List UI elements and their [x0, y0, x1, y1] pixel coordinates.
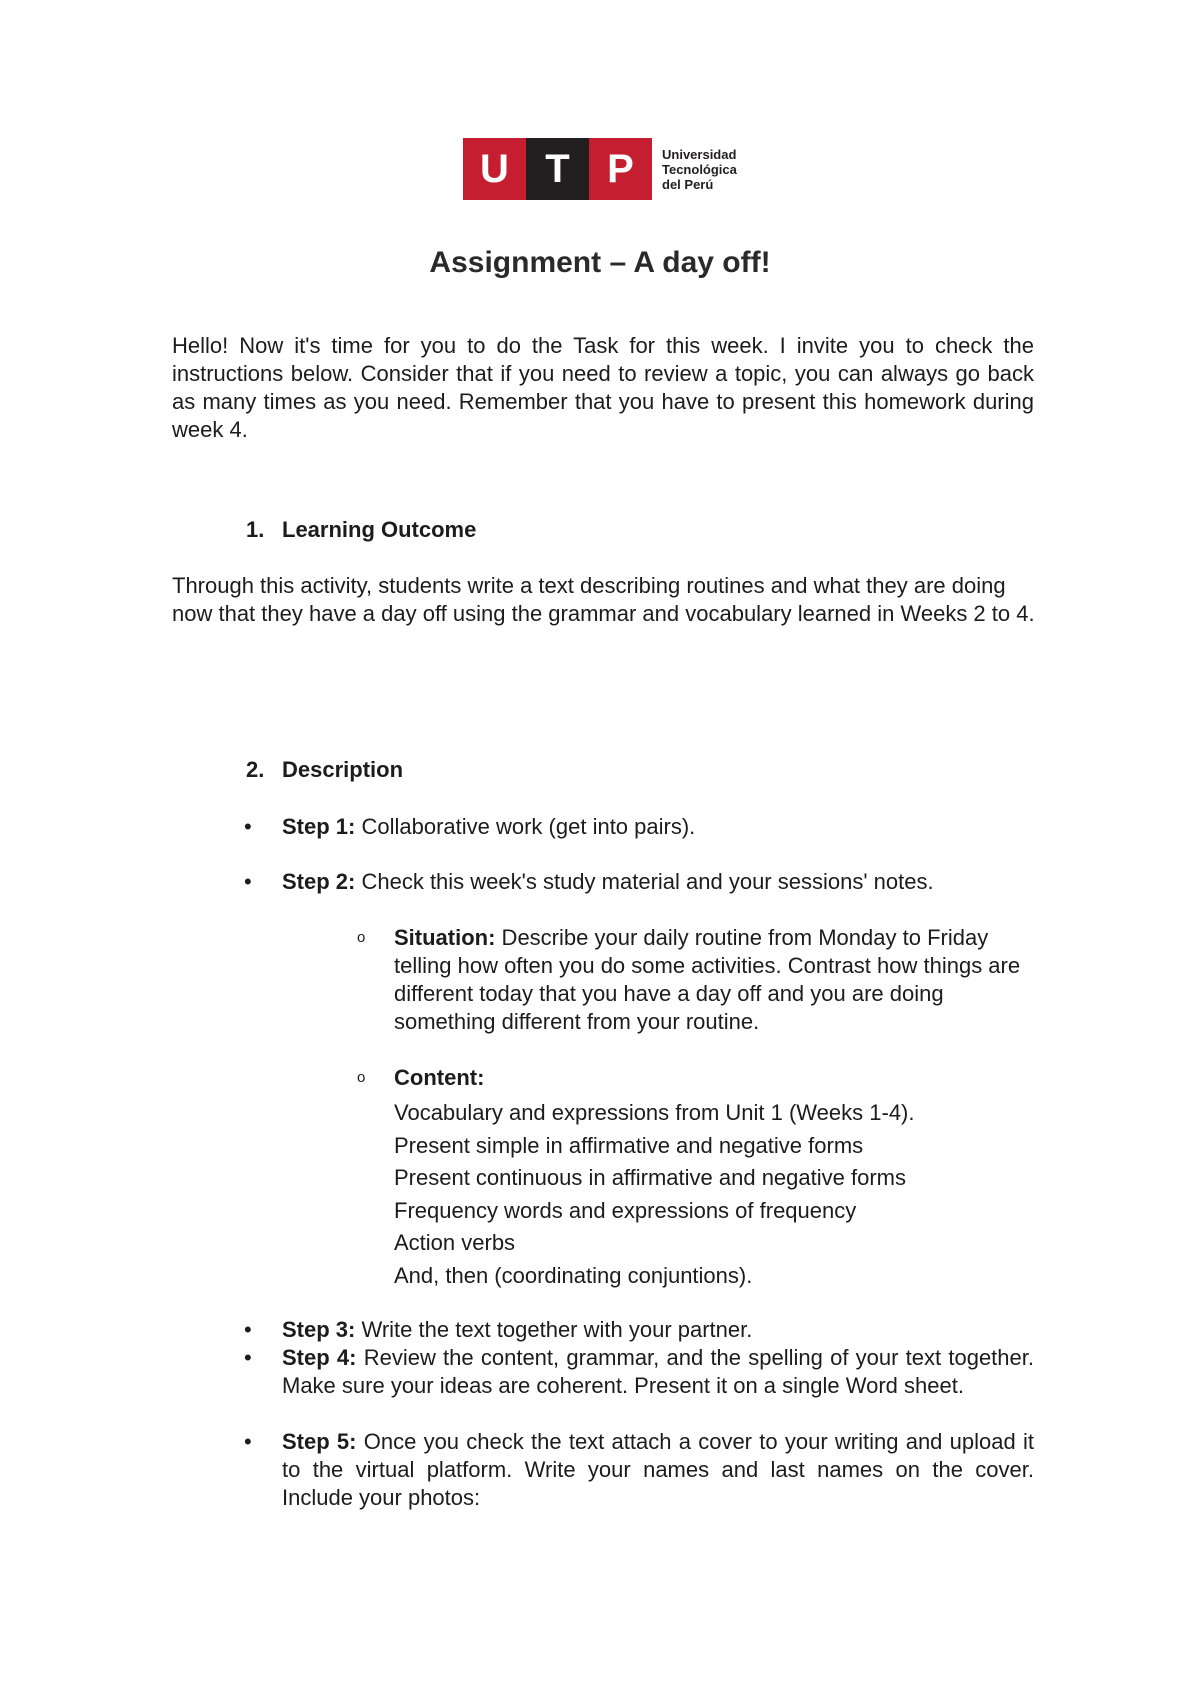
- content-list-item: Present continuous in affirmative and negative forms: [394, 1165, 906, 1190]
- logo-letter-p: P: [589, 138, 652, 200]
- situation-label: Situation:: [394, 925, 496, 950]
- content-list-item: Frequency words and expressions of frequency: [394, 1197, 857, 1223]
- section-heading-learning-outcome: [246, 516, 476, 544]
- section-number: 1.: [246, 517, 265, 542]
- step-text: [282, 1316, 1034, 1344]
- step-body: Write the text together with your partner.: [355, 1317, 753, 1342]
- content-list-item: Present simple in affirmative and negative forms: [394, 1132, 864, 1158]
- bullet-icon: •: [244, 814, 252, 839]
- section-title: Description: [282, 757, 404, 782]
- utp-logo: [463, 138, 737, 200]
- logo-letter-boxes: [463, 138, 652, 200]
- step-label: Step 3:: [282, 1317, 356, 1342]
- content-label: Content:: [394, 1065, 485, 1090]
- step-label: Step 5:: [282, 1429, 357, 1454]
- step-label: Step 4:: [282, 1345, 357, 1370]
- step-text: [282, 1344, 1034, 1400]
- content-list-item: And, then (coordinating conjuntions).: [394, 1262, 753, 1288]
- step-label: Step 1:: [282, 814, 356, 839]
- step-text: [282, 1428, 1034, 1512]
- bullet-icon: •: [244, 1345, 252, 1370]
- step-body: Collaborative work (get into pairs).: [355, 814, 696, 839]
- content-list: [394, 1097, 915, 1292]
- section-title: Learning Outcome: [282, 517, 477, 542]
- page-title: Assignment – A day off!: [429, 246, 771, 279]
- content-list-item: Action verbs: [394, 1230, 516, 1255]
- bullet-icon: •: [244, 1317, 252, 1342]
- step-body: Check this week's study material and your sessions' notes.: [355, 869, 934, 894]
- logo-institution-name: [662, 147, 737, 192]
- step-text: [282, 813, 1034, 841]
- logo-letter-t: T: [526, 138, 589, 200]
- step-body: Review the content, grammar, and the spelling of your text together. Make sure your ideas are coherent. Present it on a single Word sheet.: [282, 1345, 1034, 1398]
- bullet-icon: •: [244, 869, 252, 894]
- content-text: [394, 1064, 1034, 1092]
- intro-paragraph: Hello! Now it's time for you to do the Task for this week. I invite you to check the instructions below. Consider that if you need to review a topic, you can always go back as many times as you need. Remember that you have to present this homework during week 4.: [172, 333, 1034, 442]
- logo-line-1: Universidad: [662, 146, 737, 162]
- step-text: [282, 868, 1082, 896]
- section-number: 2.: [246, 757, 265, 782]
- step-label: Step 2:: [282, 869, 356, 894]
- situation-text: [394, 924, 1034, 1036]
- logo-letter-u: U: [463, 138, 526, 200]
- logo-line-3: del Perú: [662, 176, 714, 192]
- sub-bullet-icon: o: [357, 929, 366, 946]
- sub-bullet-icon: o: [357, 1069, 366, 1086]
- situation-body: Describe your daily routine from Monday to Friday telling how often you do some activities. Contrast how things are different today that you have a day off and you are doing something different from your routine.: [394, 925, 1021, 1034]
- logo-line-2: Tecnológica: [662, 161, 737, 177]
- learning-outcome-paragraph: Through this activity, students write a text describing routines and what they are doing now that they have a day off using the grammar and vocabulary learned in Weeks 2 to 4.: [172, 573, 1035, 626]
- bullet-icon: •: [244, 1429, 252, 1454]
- content-list-item: Vocabulary and expressions from Unit 1 (Weeks 1-4).: [394, 1100, 915, 1125]
- step-body: Once you check the text attach a cover to your writing and upload it to the virtual platform. Write your names and last names on the cover. Include your photos:: [282, 1429, 1034, 1510]
- section-heading-description: [246, 756, 403, 784]
